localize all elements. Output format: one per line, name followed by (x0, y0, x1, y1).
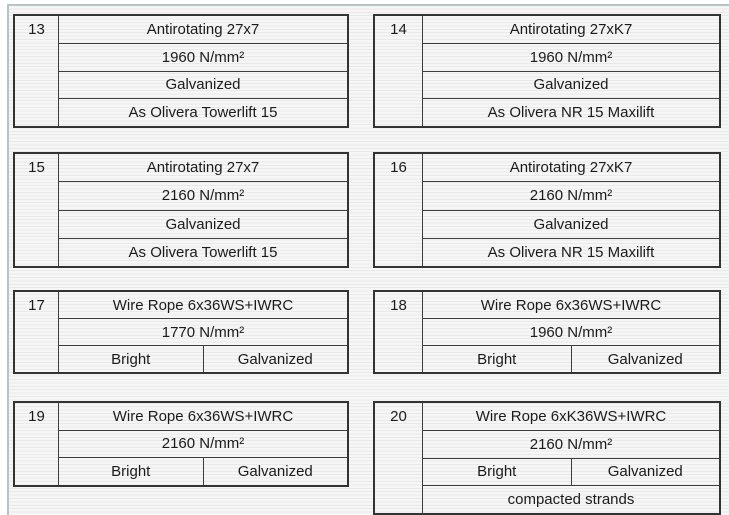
page-edge-left (7, 4, 9, 515)
rope-strength: 2160 N/mm² (422, 181, 719, 209)
rope-note: compacted strands (422, 485, 719, 513)
rope-strength: 1770 N/mm² (58, 318, 347, 345)
spec-table-15 (13, 152, 349, 268)
rope-strength: 2160 N/mm² (422, 430, 719, 458)
item-number: 20 (390, 407, 407, 425)
rope-finish-bright: Bright (58, 457, 203, 485)
spec-table-20 (373, 401, 721, 515)
rope-finish-galvanized: Galvanized (571, 345, 720, 372)
rope-type: Wire Rope 6x36WS+IWRC (58, 292, 347, 318)
rope-note: As Olivera NR 15 Maxilift (422, 98, 719, 126)
rope-finish: Galvanized (58, 210, 347, 238)
rope-type: Antirotating 27xK7 (422, 154, 719, 181)
item-number: 17 (28, 296, 45, 314)
rope-finish: Galvanized (422, 210, 719, 238)
rope-finish: Galvanized (58, 71, 347, 99)
rope-finish-bright: Bright (58, 345, 203, 372)
rope-note: As Olivera NR 15 Maxilift (422, 238, 719, 266)
rope-type: Antirotating 27xK7 (422, 16, 719, 43)
spec-table-13 (13, 14, 349, 128)
item-number: 13 (28, 20, 45, 38)
item-number: 15 (28, 159, 45, 177)
spec-table-16 (373, 152, 721, 268)
rope-strength: 1960 N/mm² (422, 318, 719, 345)
rope-finish-galvanized: Galvanized (571, 458, 720, 486)
rope-strength: 2160 N/mm² (58, 181, 347, 209)
page-edge-top (7, 4, 729, 6)
rope-finish-galvanized: Galvanized (203, 345, 348, 372)
rope-strength: 1960 N/mm² (58, 43, 347, 71)
rope-type: Antirotating 27x7 (58, 16, 347, 43)
rope-strength: 2160 N/mm² (58, 430, 347, 458)
item-number: 14 (390, 20, 407, 38)
rope-finish: Galvanized (422, 71, 719, 99)
rope-note: As Olivera Towerlift 15 (58, 98, 347, 126)
spec-table-14 (373, 14, 721, 128)
rope-strength: 1960 N/mm² (422, 43, 719, 71)
item-number: 18 (390, 296, 407, 314)
rope-finish-galvanized: Galvanized (203, 457, 348, 485)
rope-type: Antirotating 27x7 (58, 154, 347, 181)
spec-table-18 (373, 290, 721, 374)
rope-type: Wire Rope 6x36WS+IWRC (422, 292, 719, 318)
rope-note: As Olivera Towerlift 15 (58, 238, 347, 266)
spec-table-17 (13, 290, 349, 374)
rope-type: Wire Rope 6x36WS+IWRC (58, 403, 347, 430)
spec-table-19 (13, 401, 349, 487)
rope-finish-bright: Bright (422, 458, 571, 486)
rope-type: Wire Rope 6xK36WS+IWRC (422, 403, 719, 430)
item-number: 19 (28, 407, 45, 425)
rope-finish-bright: Bright (422, 345, 571, 372)
item-number: 16 (390, 159, 407, 177)
